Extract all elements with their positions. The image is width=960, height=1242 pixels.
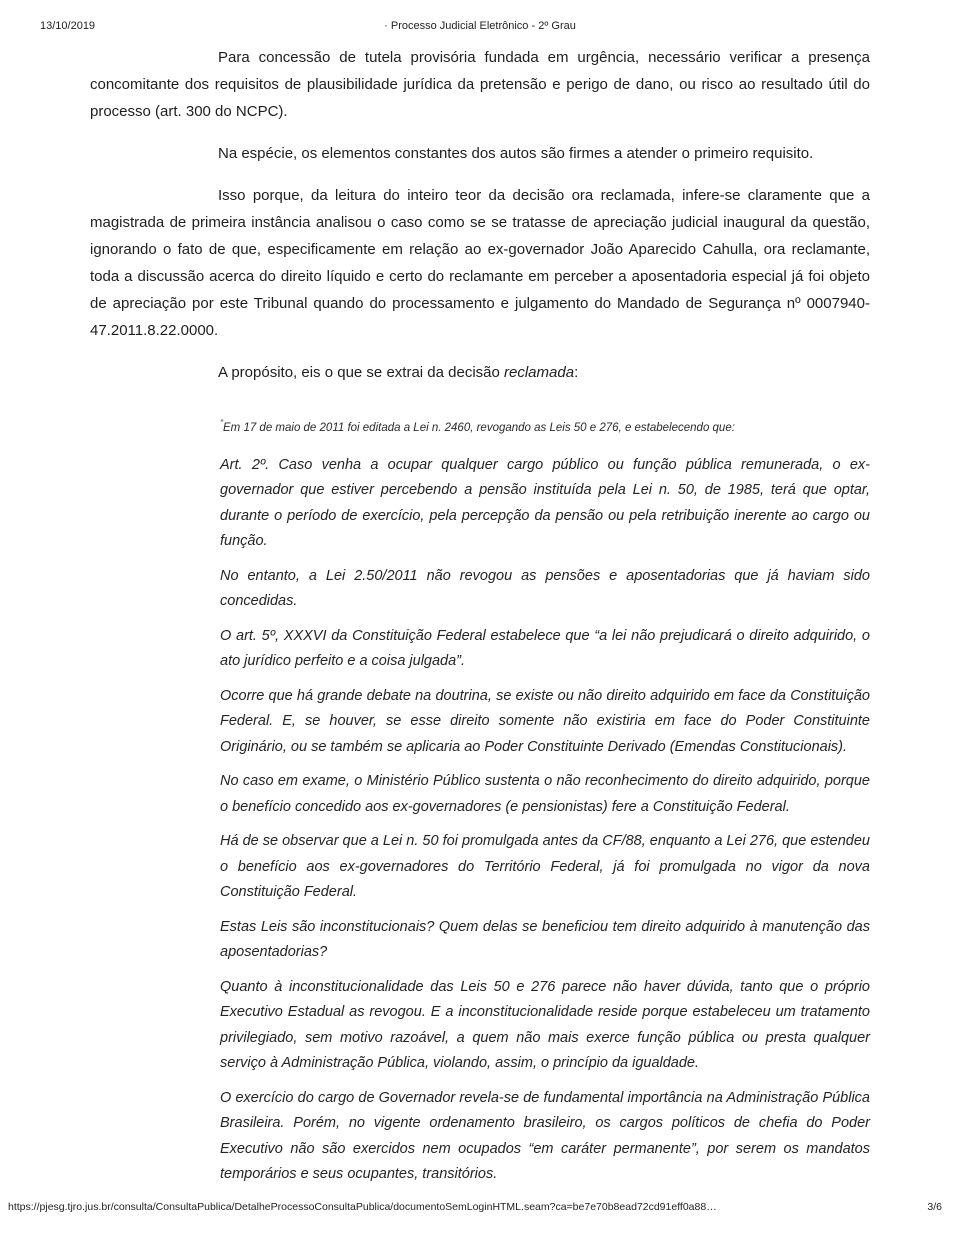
quote-paragraphs: [220, 453, 870, 1188]
quote-paragraph: No caso em exame, o Ministério Público sustenta o não reconhecimento do direito adquirido, porque o benefício concedido aos ex-governadores (e pensionistas) fere a Constituição Federal.: [220, 773, 870, 815]
lead-in-paragraph: [90, 359, 870, 386]
quote-paragraph: Ocorre que há grande debate na doutrina, se existe ou não direito adquirido em face da Constituição Federal. E, se houver, se esse direito somente não existiria em face do Poder Constituinte Originário, ou se também se aplicaria ao Poder Constituinte Derivado (Emendas Constitucionais).: [220, 687, 870, 755]
quote-paragraph: Estas Leis são inconstitucionais? Quem delas se beneficiou tem direito adquirido à manutenção das aposentadorias?: [220, 918, 870, 961]
quote-intro-text: Em 17 de maio de 2011 foi editada a Lei n. 2460, revogando as Leis 50 e 276, e estabelecendo que:: [223, 421, 735, 434]
quote-paragraph: O exercício do cargo de Governador revela-se de fundamental importância na Administração Pública Brasileira. Porém, no vigente ordenamento brasileiro, os cargos políticos de chefia do Poder Executivo não são exercidos nem ocupados “em caráter permanente”, por serem os mandatos temporários e seus ocupantes, transitórios.: [220, 1089, 870, 1183]
print-header: [40, 20, 920, 36]
source-url: https://pjesg.tjro.jus.br/consulta/ConsultaPublica/DetalheProcessoConsultaPublica/documentoSemLoginHTML.seam?ca=be7e70b8ead72cd91eff0a88…: [8, 1201, 717, 1213]
body-paragraph: Para concessão de tutela provisória fundada em urgência, necessário verificar a presença concomitante dos requisitos de plausibilidade jurídica da pretensão e perigo de dano, ou risco ao resultado útil do processo (art. 300 do NCPC).: [90, 49, 870, 120]
quote-paragraph: Há de se observar que a Lei n. 50 foi promulgada antes da CF/88, enquanto a Lei 276, que estendeu o benefício aos ex-governadores do Território Federal, já foi promulgada no vigor da nova Constituição Federal.: [220, 833, 870, 901]
body-paragraphs: [90, 44, 870, 344]
lead-in-prefix: A propósito, eis o que se extrai da decisão: [218, 364, 505, 381]
quote-paragraph: O art. 5º, XXXVI da Constituição Federal estabelece que “a lei não prejudicará o direito adquirido, o ato jurídico perfeito e a coisa julgada”.: [220, 627, 870, 670]
quote-paragraph: Art. 2º. Caso venha a ocupar qualquer cargo público ou função pública remunerada, o ex-governador que estiver percebendo a pensão instituída pela Lei n. 50, de 1985, terá que optar, durante o período de exercício, pela percepção da pensão ou pela retribuição inerente ao cargo ou função.: [220, 456, 870, 550]
body-paragraph: Na espécie, os elementos constantes dos autos são firmes a atender o primeiro requisito.: [218, 145, 814, 162]
document-body: [90, 44, 870, 1197]
quote-paragraph: Quanto à inconstitucionalidade das Leis 50 e 276 parece não haver dúvida, tanto que o próprio Executivo Estadual as revogou. E a inconstitucionalidade reside porque estabeleceu um tratamento privilegiado, sem motivo razoável, a quem não mais exerce função pública ou presta qualquer serviço à Administração Pública, violando, assim, o princípio da igualdade.: [220, 978, 870, 1072]
document-title: · Processo Judicial Eletrônico - 2º Grau: [384, 20, 576, 32]
print-date: 13/10/2019: [40, 20, 96, 32]
lead-in-suffix: :: [574, 364, 579, 381]
body-paragraph: Isso porque, da leitura do inteiro teor da decisão ora reclamada, infere-se claramente que a magistrada de primeira instância analisou o caso como se se tratasse de apreciação judicial inaugural da questão, ignorando o fato de que, especificamente em relação ao ex-governador João Aparecido Cahulla, ora reclamante, toda a discussão acerca do direito líquido e certo do reclamante em perceber a aposentadoria especial já foi objeto de apreciação por este Tribunal quando do processamento e julgamento do Mandado de Segurança nº 0007940-47.2011.8.22.0000.: [90, 187, 870, 339]
page-indicator: 3/6: [927, 1201, 942, 1213]
quote-paragraph: No entanto, a Lei 2.50/2011 não revogou as pensões e aposentadorias que já haviam sido concedidas.: [220, 567, 870, 610]
decision-quote-block: [220, 416, 870, 1188]
quote-intro-line: [220, 416, 870, 436]
lead-in-italic-word: reclamada: [504, 364, 575, 381]
quote-open-mark: ”: [220, 418, 223, 428]
